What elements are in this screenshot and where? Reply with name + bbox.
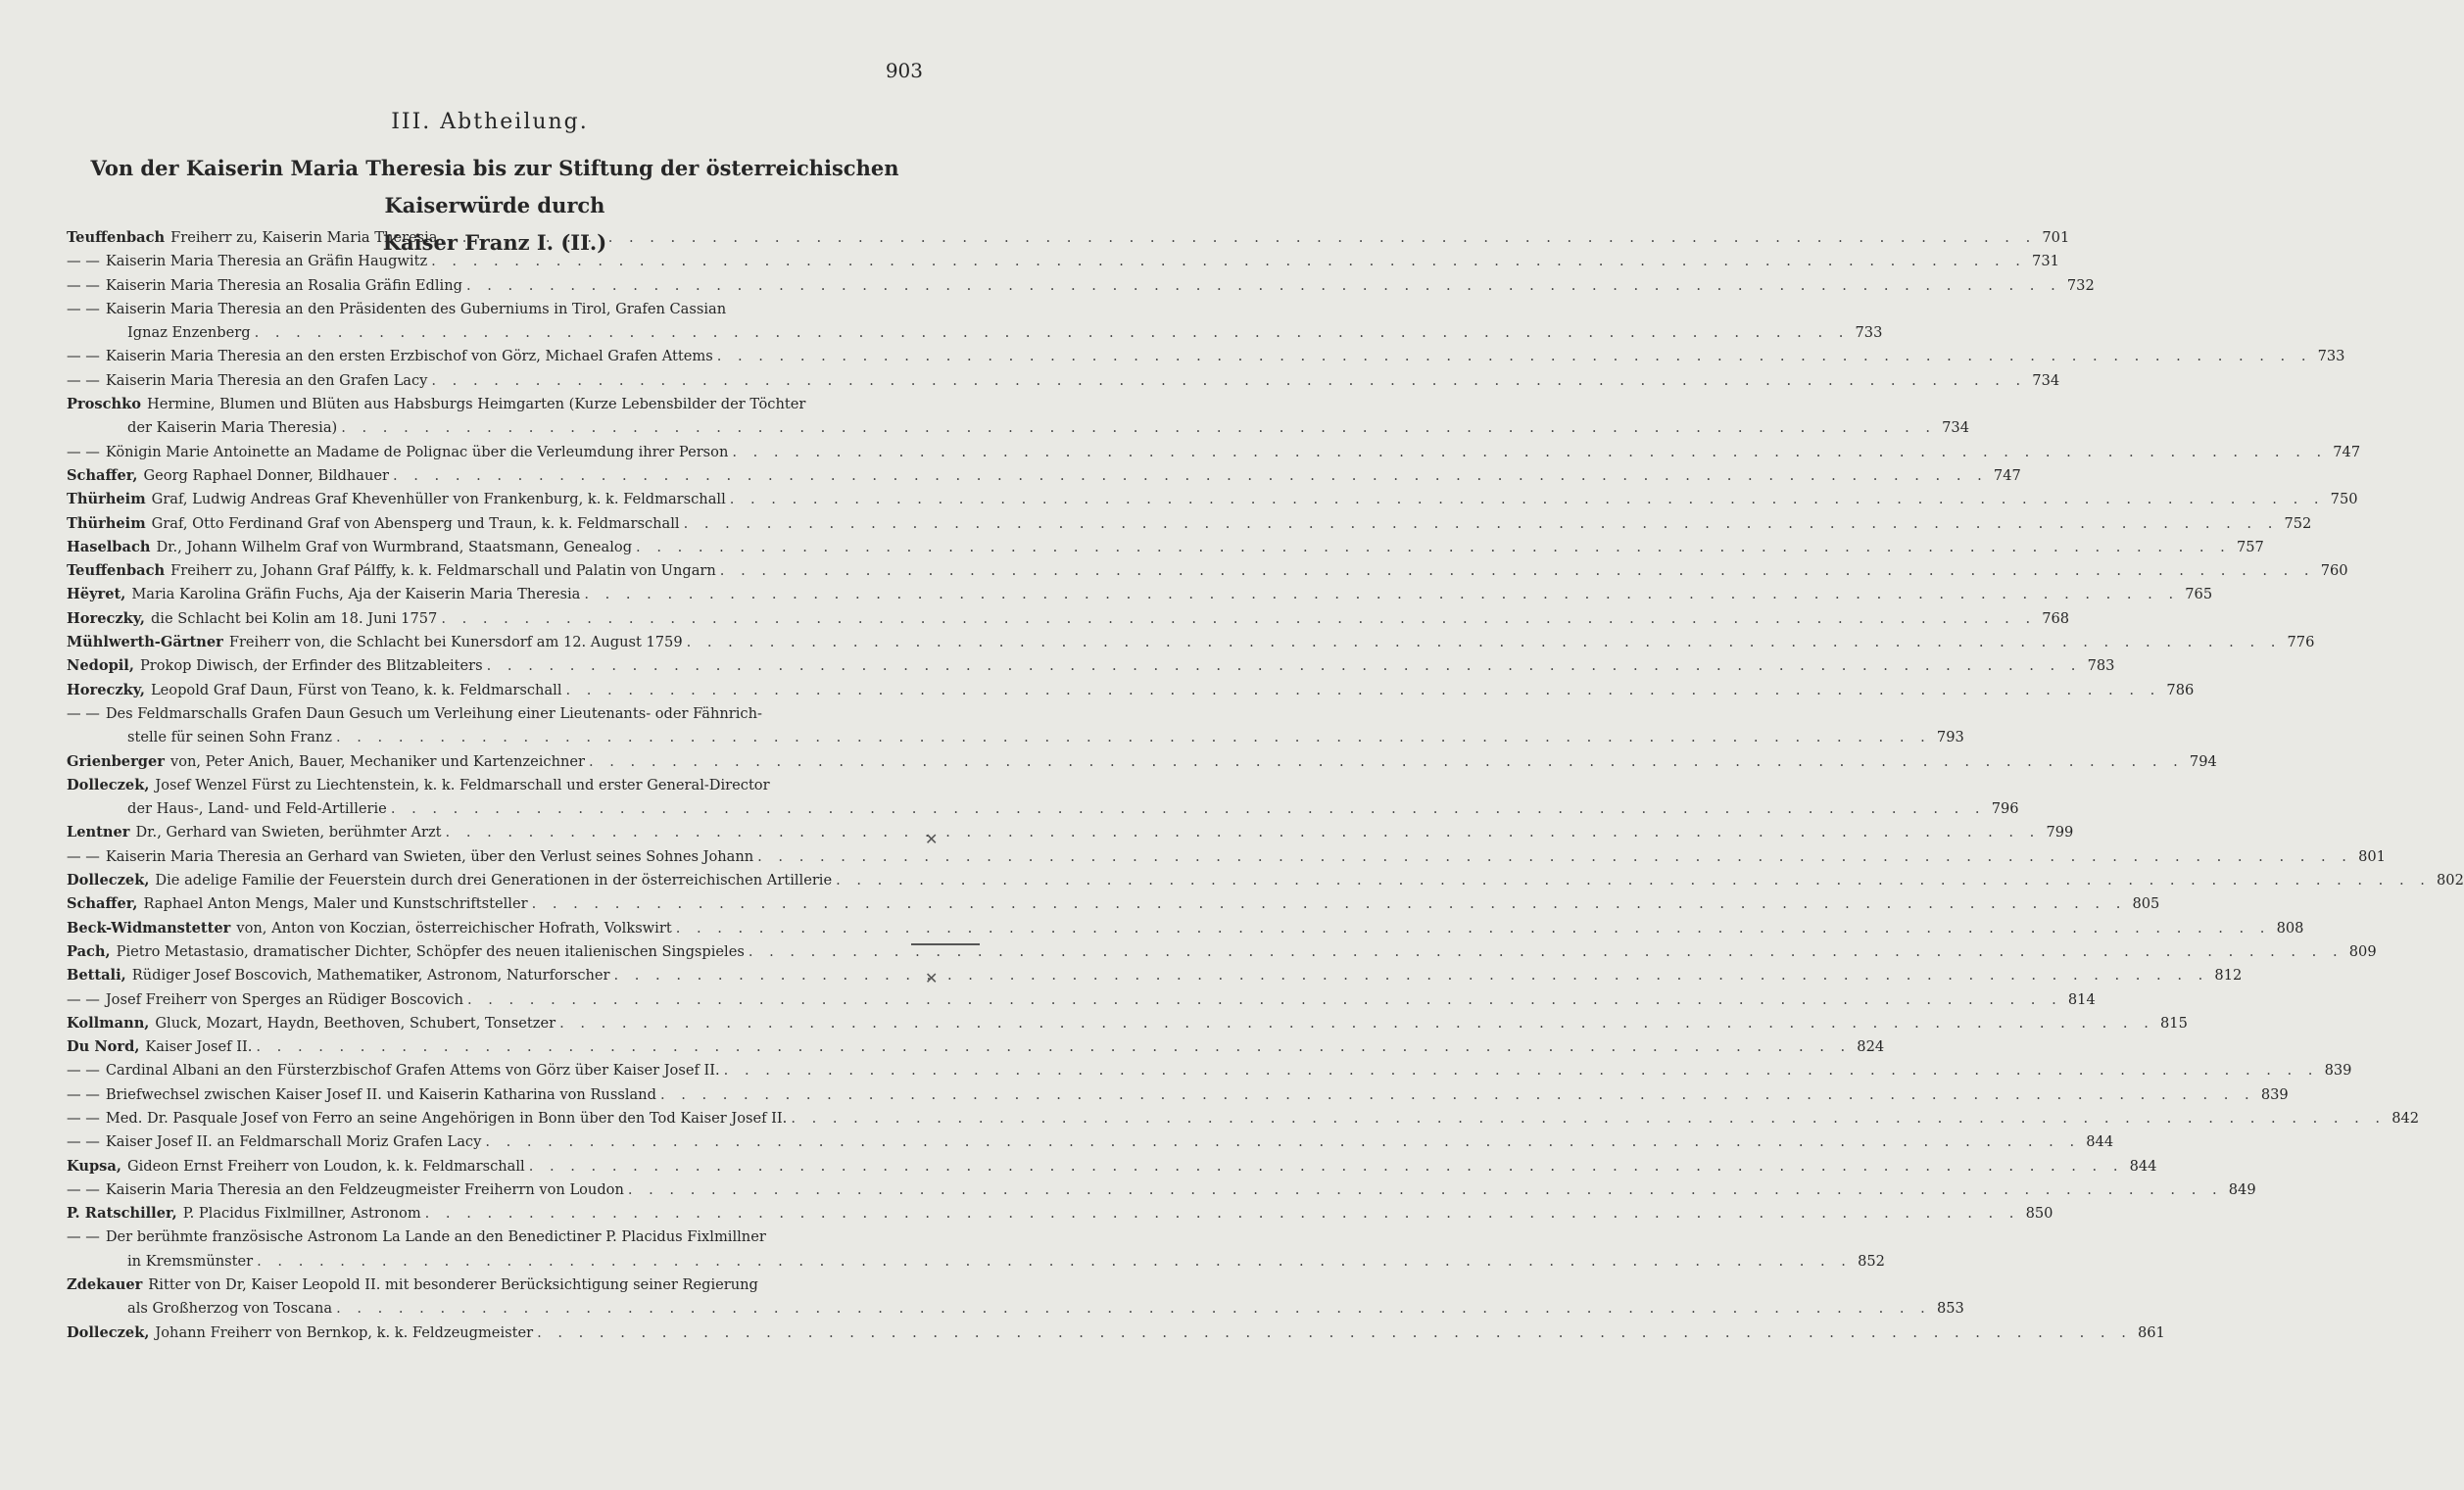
toc-title: Rüdiger Josef Boscovich, Mathematiker, Astronom, Naturforscher	[131, 967, 610, 985]
toc-title: Kaiser Josef II. an Feldmarschall Moriz Grafen Lacy	[105, 1133, 482, 1151]
toc-title: Kaiserin Maria Theresia an Gräfin Haugwitz	[105, 253, 428, 270]
toc-title: Dr., Johann Wilhelm Graf von Wurmbrand, Staatsmann, Genealog	[156, 538, 633, 555]
toc-ditto-dash: — —	[67, 300, 100, 317]
toc-entry-line	[67, 464, 2021, 488]
toc-entry	[67, 488, 2358, 511]
toc-entry	[67, 393, 1969, 441]
toc-entry	[67, 631, 2315, 654]
toc-title: Königin Marie Antoinette an Madame de Polignac über die Verleumdung ihrer Person	[105, 443, 729, 460]
toc-entry	[67, 1130, 2114, 1154]
toc-entry	[67, 940, 2377, 964]
toc-ditto-dash: — —	[67, 371, 100, 389]
toc-page-number: 732	[2066, 276, 2095, 294]
toc-entry	[67, 1274, 1964, 1322]
dot-leader	[485, 1130, 2080, 1154]
toc-ditto-dash: — —	[67, 1180, 100, 1198]
toc-entry	[67, 654, 2115, 678]
dot-leader	[589, 750, 2184, 774]
toc-author: Bettali,	[67, 967, 126, 985]
toc-entry-line	[67, 583, 2213, 606]
toc-entry	[67, 1083, 2289, 1107]
toc-title: Dr., Gerhard van Swieten, berühmter Arzt	[135, 824, 442, 841]
toc-entry-line	[67, 1035, 1885, 1059]
toc-title: Freiherr zu, Kaiserin Maria Theresia	[170, 229, 438, 246]
toc-title: P. Placidus Fixlmillner, Astronom	[182, 1205, 421, 1223]
toc-entry	[67, 964, 2243, 987]
dot-leader	[487, 654, 2082, 678]
toc-entry-line	[67, 1083, 2289, 1107]
toc-title: der Haus-, Land- und Feld-Artillerie	[127, 800, 387, 818]
toc-entry	[67, 702, 1964, 750]
toc-title: Kaiserin Maria Theresia an den Präsidenten des Guberniums in Tirol, Grafen Cassian	[105, 300, 727, 317]
toc-page-number: 733	[2317, 348, 2345, 365]
dot-leader	[732, 441, 2327, 464]
toc-title: Freiherr zu, Johann Graf Pálffy, k. k. Feldmarschall und Palatin von Ungarn	[170, 562, 716, 580]
toc-entry-line	[67, 774, 925, 797]
page-title-line: Kaiser Franz I. (II.)	[382, 230, 607, 255]
toc-title: Raphael Anton Mengs, Maler und Kunstschriftsteller	[143, 895, 528, 913]
dot-leader	[441, 607, 2036, 631]
toc-entry-line	[67, 298, 925, 321]
dot-leader	[717, 345, 2312, 368]
toc-entry-line	[67, 345, 2345, 368]
toc-entry	[67, 988, 2096, 1012]
toc-entry-line	[67, 988, 2096, 1012]
toc-entry-line	[67, 1059, 2352, 1082]
toc-entry	[67, 583, 2213, 606]
toc-page-number: 783	[2087, 657, 2115, 675]
toc-title: Graf, Ludwig Andreas Graf Khevenhüller von Frankenburg, k. k. Feldmarschall	[151, 491, 726, 508]
toc-author: Teuffenbach	[67, 229, 166, 246]
toc-ditto-dash: — —	[67, 348, 100, 365]
toc-entry-continuation	[67, 1297, 1964, 1321]
toc-ditto-dash: — —	[67, 1109, 100, 1127]
toc-entry	[67, 369, 2060, 393]
dot-leader	[393, 464, 1988, 488]
dot-leader	[537, 1322, 2132, 1345]
toc-author: Hëyret,	[67, 586, 126, 603]
toc-page-number: 747	[1993, 466, 2021, 484]
toc-page-number: 853	[1936, 1300, 1964, 1318]
toc-entry	[67, 298, 1883, 346]
toc-page-number: 805	[2132, 895, 2160, 913]
toc-title: Des Feldmarschalls Grafen Daun Gesuch um Verleihung einer Lieutenants- oder Fähnrich-	[105, 704, 762, 722]
dot-leader	[836, 869, 2431, 892]
toc-entry	[67, 536, 2264, 559]
toc-page-number: 849	[2228, 1180, 2256, 1198]
toc-ditto-dash: — —	[67, 704, 100, 722]
toc-entry	[67, 1226, 1885, 1274]
toc-title: Kaiserin Maria Theresia an den Feldzeugmeister Freiherrn von Loudon	[105, 1180, 624, 1198]
toc-entry-line	[67, 393, 925, 416]
toc-page-number: 734	[2032, 371, 2060, 389]
toc-entry-line	[67, 917, 2304, 940]
toc-page-number: 808	[2276, 919, 2304, 937]
toc-page-number: 786	[2166, 681, 2195, 698]
toc-title: als Großherzog von Toscana	[127, 1300, 333, 1318]
toc-entry-line	[67, 654, 2115, 678]
toc-entry-line	[67, 750, 2217, 774]
toc-title: von, Anton von Koczian, österreichischer Hofrath, Volkswirt	[236, 919, 672, 937]
toc-author: Dolleczek,	[67, 776, 150, 793]
toc-author: Lentner	[67, 824, 130, 841]
toc-entry-line	[67, 1202, 2053, 1226]
toc-entry-line	[67, 869, 2464, 892]
toc-ditto-dash: — —	[67, 1085, 100, 1103]
dot-leader	[660, 1083, 2255, 1107]
toc-entry-line	[67, 1274, 925, 1297]
toc-title: Ritter von Dr, Kaiser Leopold II. mit besonderer Berücksichtigung seiner Regierung	[148, 1276, 758, 1294]
toc-entry	[67, 226, 2070, 250]
toc-page-number: 850	[2025, 1205, 2053, 1223]
toc-page-number: 793	[1936, 729, 1964, 746]
toc-entry	[67, 1035, 1885, 1059]
dot-leader	[636, 536, 2231, 559]
toc-page-number: 768	[2042, 609, 2070, 627]
toc-page-number: 809	[2348, 942, 2377, 960]
toc-page-number: 802	[2437, 872, 2464, 889]
toc-entry-line	[67, 536, 2264, 559]
toc-title: Maria Karolina Gräfin Fuchs, Aja der Kaiserin Maria Theresia	[131, 586, 581, 603]
toc-entry	[67, 441, 2361, 464]
toc-entry	[67, 559, 2348, 583]
toc-title: Freiherr von, die Schlacht bei Kunersdorf am 12. August 1759	[228, 634, 683, 651]
toc-title: Leopold Graf Daun, Fürst von Teano, k. k. Feldmarschall	[150, 681, 562, 698]
toc-entry-line	[67, 1322, 2165, 1345]
dot-leader	[336, 1297, 1931, 1321]
page-title-line: Von der Kaiserin Maria Theresia bis zur Stiftung der österreichischen Kaiserwürde durch	[90, 156, 899, 217]
toc-page-number: 752	[2284, 514, 2312, 532]
toc-entry-line	[67, 821, 2074, 844]
toc-entry	[67, 512, 2312, 536]
dot-leader	[676, 917, 2271, 940]
toc-entry-line	[67, 512, 2312, 536]
dot-leader	[791, 1107, 2386, 1130]
dot-leader	[730, 488, 2325, 511]
dot-leader	[257, 1250, 1852, 1274]
toc-ditto-dash: — —	[67, 253, 100, 270]
toc-entry	[67, 345, 2345, 368]
toc-title: Johann Freiherr von Bernkop, k. k. Feldzeugmeister	[155, 1323, 534, 1341]
dot-leader	[255, 321, 1850, 345]
toc-ditto-dash: — —	[67, 990, 100, 1008]
toc-author: Teuffenbach	[67, 562, 166, 580]
dot-leader	[431, 250, 2026, 273]
toc-title: stelle für seinen Sohn Franz	[127, 729, 332, 746]
dot-leader	[724, 1059, 2319, 1082]
toc-author: Horeczky,	[67, 609, 145, 627]
toc-entry-line	[67, 226, 2070, 250]
toc-title: Cardinal Albani an den Fürsterzbischof Grafen Attems von Görz über Kaiser Josef II.	[105, 1062, 720, 1080]
toc-entry	[67, 892, 2160, 916]
toc-author: Schaffer,	[67, 466, 138, 484]
toc-ditto-dash: — —	[67, 443, 100, 460]
toc-title: Med. Dr. Pasquale Josef von Ferro an seine Angehörigen in Bonn über den Tod Kaiser Josef II.	[105, 1109, 788, 1127]
toc-page-number: 733	[1855, 324, 1883, 342]
toc-entry-line	[67, 607, 2070, 631]
toc-page-number: 861	[2137, 1323, 2165, 1341]
toc-entry-line	[67, 964, 2243, 987]
toc-entry-continuation	[67, 1250, 1885, 1274]
table-of-contents	[67, 226, 2464, 1345]
toc-title: Georg Raphael Donner, Bildhauer	[143, 466, 389, 484]
toc-author: Horeczky,	[67, 681, 145, 698]
toc-author: Dolleczek,	[67, 1323, 150, 1341]
toc-author: Schaffer,	[67, 895, 138, 913]
toc-entry	[67, 464, 2021, 488]
toc-entry	[67, 250, 2059, 273]
toc-page-number: 812	[2214, 967, 2243, 985]
toc-entry-continuation	[67, 797, 2019, 821]
toc-entry-line	[67, 892, 2160, 916]
toc-entry	[67, 1155, 2157, 1178]
toc-entry	[67, 679, 2195, 702]
toc-title: Graf, Otto Ferdinand Graf von Abensperg und Traun, k. k. Feldmarschall	[151, 514, 680, 532]
toc-title: Josef Wenzel Fürst zu Liechtenstein, k. k. Feldmarschall und erster General-Director	[155, 776, 770, 793]
toc-entry	[67, 1012, 2188, 1035]
toc-page-number: 844	[2086, 1133, 2114, 1151]
toc-page-number: 757	[2236, 538, 2264, 555]
toc-title: Gideon Ernst Freiherr von Loudon, k. k. Feldmarschall	[126, 1157, 525, 1175]
toc-entry	[67, 1322, 2165, 1345]
dot-leader	[467, 988, 2062, 1012]
toc-entry	[67, 1059, 2352, 1082]
dot-leader	[336, 726, 1931, 749]
dot-leader	[529, 1155, 2124, 1178]
toc-author: Proschko	[67, 396, 141, 413]
page-number: 903	[885, 59, 923, 82]
toc-ditto-dash: — —	[67, 1228, 100, 1246]
toc-title: Hermine, Blumen und Blüten aus Habsburgs Heimgarten (Kurze Lebensbilder der Töchter	[146, 396, 806, 413]
toc-entry-line	[67, 1226, 925, 1249]
dot-leader	[532, 892, 2127, 916]
toc-page-number: 852	[1858, 1252, 1885, 1270]
toc-entry-line	[67, 488, 2358, 511]
toc-entry-line	[67, 250, 2059, 273]
toc-title: Kaiserin Maria Theresia an den Grafen Lacy	[105, 371, 428, 389]
toc-page-number: 799	[2046, 824, 2074, 841]
toc-entry-line	[67, 679, 2195, 702]
toc-entry-line	[67, 441, 2361, 464]
toc-author: Kupsa,	[67, 1157, 121, 1175]
toc-title: die Schlacht bei Kolin am 18. Juni 1757	[150, 609, 438, 627]
toc-entry-line	[67, 274, 2095, 298]
toc-author: Beck-Widmanstetter	[67, 919, 231, 937]
toc-entry-line	[67, 1012, 2188, 1035]
toc-page-number: 815	[2160, 1014, 2188, 1032]
toc-entry	[67, 917, 2304, 940]
toc-page-number: 839	[2324, 1062, 2352, 1080]
toc-entry-line	[67, 845, 2386, 869]
toc-page-number: 760	[2320, 562, 2348, 580]
toc-page-number: 765	[2185, 586, 2213, 603]
toc-page-number: 731	[2032, 253, 2059, 270]
toc-page-number: 776	[2287, 634, 2315, 651]
toc-page-number: 801	[2358, 847, 2386, 865]
handwritten-x-mark-799: ✕	[925, 830, 939, 848]
toc-ditto-dash: — —	[67, 847, 100, 865]
toc-entry	[67, 750, 2217, 774]
toc-author: Grienberger	[67, 752, 165, 770]
toc-title: von, Peter Anich, Bauer, Mechaniker und Kartenzeichner	[169, 752, 585, 770]
toc-ditto-dash: — —	[67, 1062, 100, 1080]
dot-leader	[720, 559, 2315, 583]
dot-leader	[628, 1178, 2223, 1202]
toc-title: Kaiserin Maria Theresia an Gerhard van Swieten, über den Verlust seines Sohnes Johann	[105, 847, 754, 865]
toc-entry-line	[67, 631, 2315, 654]
toc-entry-line	[67, 702, 925, 726]
toc-author: Thürheim	[67, 514, 146, 532]
toc-author: Nedopil,	[67, 657, 134, 675]
toc-entry	[67, 869, 2464, 892]
toc-page-number: 844	[2129, 1157, 2157, 1175]
toc-author: Zdekauer	[67, 1276, 143, 1294]
toc-entry	[67, 1107, 2420, 1130]
toc-title: Kaiser Josef II.	[145, 1038, 253, 1056]
toc-entry-continuation	[67, 726, 1964, 749]
toc-entry	[67, 821, 2074, 844]
toc-author: Kollmann,	[67, 1014, 150, 1032]
toc-title: Prokop Diwisch, der Erfinder des Blitzableiters	[139, 657, 483, 675]
toc-entry-line	[67, 1155, 2157, 1178]
toc-title: Kaiserin Maria Theresia an Rosalia Gräfin Edling	[105, 276, 462, 294]
handwritten-stroke-809	[911, 943, 980, 945]
toc-title: in Kremsmünster	[127, 1252, 254, 1270]
toc-entry	[67, 274, 2095, 298]
toc-author: Haselbach	[67, 538, 151, 555]
toc-entry	[67, 1202, 2053, 1226]
dot-leader	[584, 583, 2179, 606]
toc-title: Gluck, Mozart, Haydn, Beethoven, Schubert, Tonsetzer	[155, 1014, 556, 1032]
toc-page-number: 734	[1942, 419, 1969, 437]
toc-entry-continuation	[67, 416, 1969, 440]
handwritten-x-mark-812: ✕	[925, 969, 939, 987]
toc-title: Josef Freiherr von Sperges an Rüdiger Boscovich	[105, 990, 463, 1008]
toc-page-number: 796	[1991, 800, 2019, 818]
dot-leader	[614, 964, 2209, 987]
toc-title: Der berühmte französische Astronom La Lande an den Benedictiner P. Placidus Fixlmillner	[105, 1228, 766, 1246]
toc-page-number: 750	[2330, 491, 2358, 508]
dot-leader	[757, 845, 2352, 869]
section-heading: III. Abtheilung.	[391, 110, 589, 134]
dot-leader	[684, 512, 2279, 536]
dot-leader	[466, 274, 2061, 298]
toc-title: Pietro Metastasio, dramatischer Dichter, Schöpfer des neuen italienischen Singspieles	[116, 942, 745, 960]
toc-entry	[67, 607, 2070, 631]
toc-entry-line	[67, 369, 2060, 393]
toc-author: Thürheim	[67, 491, 146, 508]
dot-leader	[256, 1035, 1851, 1059]
toc-page-number: 839	[2260, 1085, 2289, 1103]
toc-entry-line	[67, 1178, 2256, 1202]
toc-author: Dolleczek,	[67, 872, 150, 889]
toc-title: der Kaiserin Maria Theresia)	[127, 419, 338, 437]
dot-leader	[566, 679, 2161, 702]
dot-leader	[446, 821, 2041, 844]
toc-page-number: 701	[2042, 229, 2070, 246]
dot-leader	[441, 226, 2036, 250]
toc-title: Ignaz Enzenberg	[127, 324, 251, 342]
toc-page-number: 824	[1857, 1038, 1885, 1056]
dot-leader	[391, 797, 1986, 821]
dot-leader	[559, 1012, 2154, 1035]
toc-page-number: 747	[2333, 443, 2361, 460]
toc-page-number: 814	[2067, 990, 2096, 1008]
toc-entry	[67, 845, 2386, 869]
toc-title: Die adelige Familie der Feuerstein durch drei Generationen in der österreichischen Artillerie	[155, 872, 833, 889]
toc-author: Du Nord,	[67, 1038, 140, 1056]
toc-page-number: 794	[2189, 752, 2217, 770]
toc-entry	[67, 774, 2019, 822]
toc-entry-line	[67, 1107, 2420, 1130]
dot-leader	[341, 416, 1936, 440]
toc-author: Pach,	[67, 942, 111, 960]
toc-page-number: 842	[2392, 1109, 2420, 1127]
toc-ditto-dash: — —	[67, 1133, 100, 1151]
dot-leader	[431, 369, 2026, 393]
toc-author: Mühlwerth-Gärtner	[67, 634, 223, 651]
toc-title: Kaiserin Maria Theresia an den ersten Erzbischof von Görz, Michael Grafen Attems	[105, 348, 713, 365]
dot-leader	[425, 1202, 2020, 1226]
toc-entry-line	[67, 559, 2348, 583]
toc-entry-line	[67, 1130, 2114, 1154]
toc-author: P. Ratschiller,	[67, 1205, 177, 1223]
dot-leader	[749, 940, 2343, 964]
toc-entry-continuation	[67, 321, 1883, 345]
toc-entry	[67, 1178, 2256, 1202]
toc-title: Briefwechsel zwischen Kaiser Josef II. und Kaiserin Katharina von Russland	[105, 1085, 656, 1103]
dot-leader	[687, 631, 2282, 654]
toc-ditto-dash: — —	[67, 276, 100, 294]
toc-entry-line	[67, 940, 2377, 964]
